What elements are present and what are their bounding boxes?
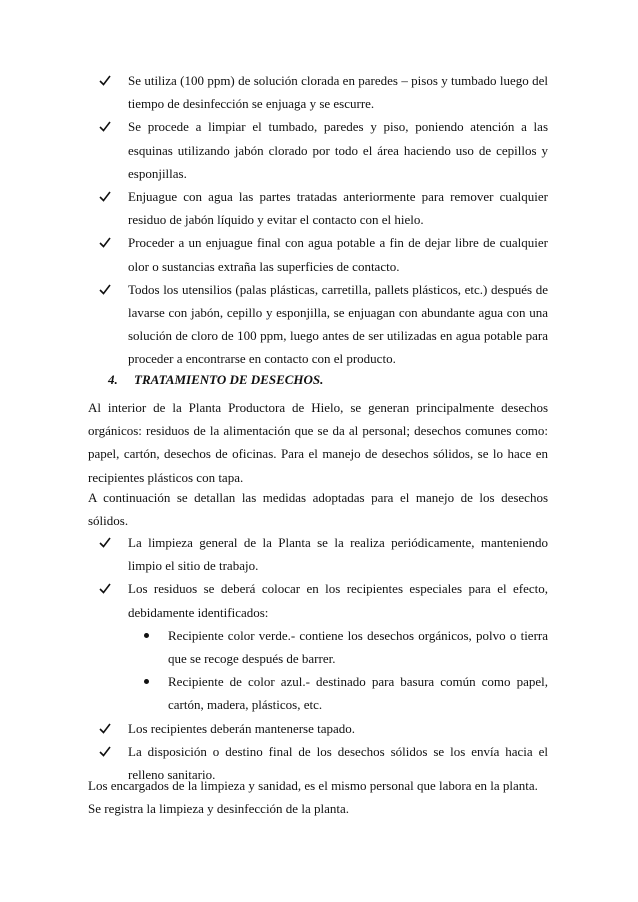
cleaning-steps-list: [88, 69, 548, 371]
sub-list-item: [88, 624, 548, 670]
checkmark-icon: [98, 531, 112, 554]
list-item-text: Enjuague con agua las partes tratadas anteriormente para remover cualquier residuo de jabón líquido y evitar el contacto con el hielo.: [128, 189, 548, 228]
list-item-text: Se utiliza (100 ppm) de solución clorada en paredes – pisos y tumbado luego del tiempo de desinfección se enjuaga y se escurre.: [128, 73, 548, 112]
checkmark-icon: [98, 231, 112, 254]
checkmark-icon: [98, 69, 112, 92]
waste-measures-list: [88, 531, 548, 786]
checkmark-icon: [98, 278, 112, 301]
bullet-dot-icon: [144, 633, 149, 638]
list-item: [88, 717, 548, 740]
checkmark-icon: [98, 717, 112, 740]
list-item-text: Los residuos se deberá colocar en los recipientes especiales para el efecto, debidamente identificados:: [128, 581, 548, 620]
checkmark-icon: [98, 740, 112, 763]
list-item: [88, 185, 548, 231]
list-item-text: Todos los utensilios (palas plásticas, carretilla, pallets plásticos, etc.) después de lavarse con jabón, cepillo y esponjilla, se enjuagan con abundante agua con una solución de cloro de 100 ppm, luego antes de ser utilizadas en agua potable para proceder a encontrarse en contacto con el producto.: [128, 281, 548, 367]
list-item: [88, 115, 548, 185]
checkmark-icon: [98, 185, 112, 208]
list-item-text: Se procede a limpiar el tumbado, paredes y piso, poniendo atención a las esquinas utilizando jabón clorado por todo el área haciendo uso de cepillos y esponjillas.: [128, 119, 548, 181]
measures-paragraph: A continuación se detallan las medidas adoptadas para el manejo de los desechos sólidos.: [88, 490, 548, 529]
closing-line-1: Los encargados de la limpieza y sanidad, es el mismo personal que labora en la planta.: [88, 778, 538, 793]
section-heading: [108, 368, 323, 391]
list-item: [88, 69, 548, 115]
checkmark-icon: [98, 577, 112, 600]
list-item-text: Los recipientes deberán mantenerse tapado.: [128, 720, 356, 736]
list-item: [88, 231, 548, 277]
closing-paragraph: [88, 774, 548, 820]
sub-list-item-text: Recipiente color verde.- contiene los desechos orgánicos, polvo o tierra que se recoge después de barrer.: [168, 627, 548, 667]
section-number: 4.: [108, 372, 118, 387]
list-item: [88, 531, 548, 577]
checkmark-icon: [98, 115, 112, 138]
bullet-dot-icon: [144, 679, 149, 684]
section-title: TRATAMIENTO DE DESECHOS.: [134, 372, 324, 387]
list-item-text: La disposición o destino final de los desechos sólidos se los envía hacia el relleno sanitario.: [128, 743, 548, 783]
list-item-text: La limpieza general de la Planta se la realiza periódicamente, manteniendo limpio el sitio de trabajo.: [128, 535, 548, 574]
list-item: [88, 577, 548, 623]
closing-line-2: Se registra la limpieza y desinfección de la planta.: [88, 801, 349, 817]
sub-list-item-text: Recipiente de color azul.- destinado para basura común como papel, cartón, madera, plásticos, etc.: [168, 674, 548, 713]
list-item: [88, 278, 548, 371]
sub-list-item: [88, 670, 548, 716]
list-item-text: Proceder a un enjuague final con agua potable a fin de dejar libre de cualquier olor o sustancias extraña las superficies de contacto.: [128, 235, 548, 274]
intro-paragraph: Al interior de la Planta Productora de Hielo, se generan principalmente desechos orgánicos: residuos de la alimentación que se da al personal; desechos comunes como: papel, cartón, desechos de oficinas. Para el manejo de desechos sólidos, se lo hace en recipientes plásticos con tapa.: [88, 400, 548, 485]
